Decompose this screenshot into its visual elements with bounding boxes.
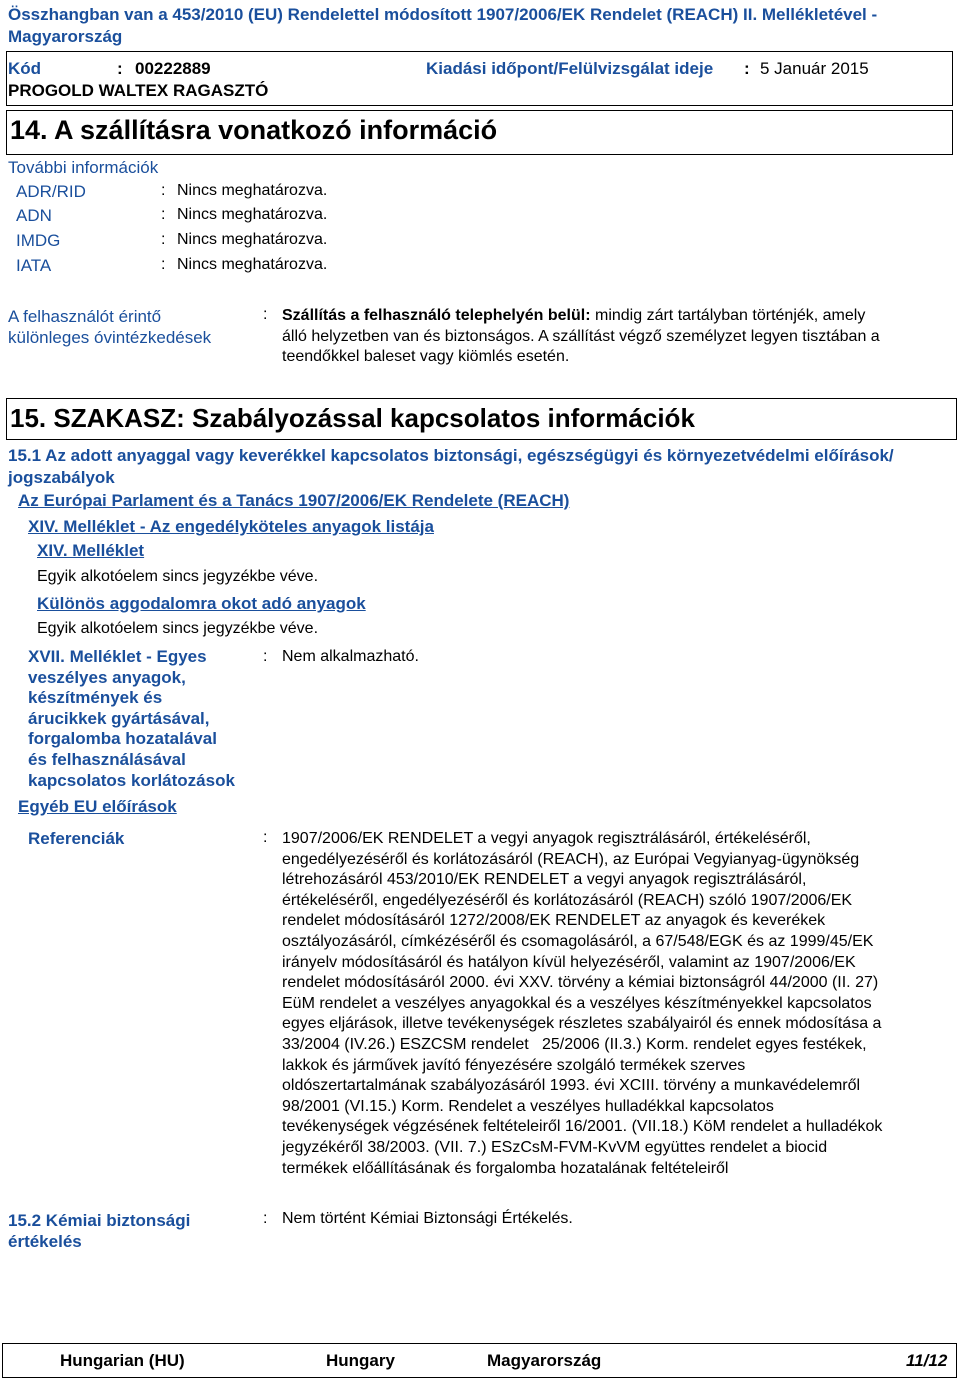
reference-line: engedélyezéséről és korlátozásáról (REACH), az Európai Vegyianyag-ügynökség <box>282 850 860 868</box>
special-precautions-colon: : <box>263 306 268 323</box>
page-number: 11/12 <box>906 1351 948 1370</box>
adn-value: Nincs meghatározva. <box>177 206 328 223</box>
reference-line: értékeléséről, engedélyezéséről és korlátozásáról (REACH) szóló 1907/2006/EK <box>282 891 853 909</box>
reference-line: osztályozásáról, címkézéséről és csomagolásáról, a 67/548/EGK és az 1999/45/EK <box>282 932 874 950</box>
csa-colon: : <box>263 1210 268 1227</box>
reference-line: EüM rendelet a veszélyes anyagokkal és a veszélyes készítményekkel kapcsolatos <box>282 994 872 1012</box>
product-name: PROGOLD WALTEX RAGASZTÓ <box>8 81 269 100</box>
reference-line: irányelv módosításáról és hatályon kívül helyezéséről, valamint az 1907/2006/EK <box>282 953 856 971</box>
issue-date-value: 5 Január 2015 <box>760 59 869 78</box>
reference-line: termékek előállításának és forgalomba hozatalának feltételeiről <box>282 1159 729 1177</box>
reference-line: rendelet módosításáról 1272/2008/EK RENDELET az anyagok és keverékek <box>282 912 826 930</box>
annex-xvii-label-line: XVII. Melléklet - Egyes <box>28 647 207 666</box>
adr-rid-colon: : <box>161 182 166 199</box>
annex-xvii-colon: : <box>263 648 268 665</box>
reference-line: rendelet módosításáról 2000. évi XXV. törvény a kémiai biztonságról 44/2000 (II. 27) <box>282 974 879 992</box>
special-precautions-text <box>282 306 952 368</box>
reference-line: létrehozásáról 453/2010/EK RENDELET a vegyi anyagok regisztrálásáról, <box>282 871 807 889</box>
annex-xvii-value: Nem alkalmazható. <box>282 648 419 665</box>
onsite-transport-label: Szállítás a felhasználó telephelyén belül: <box>282 307 591 324</box>
kod-value: 00222889 <box>135 59 211 78</box>
reference-line: lakkok és járművek javító fényezésére szolgáló termékek szerves <box>282 1056 746 1074</box>
special-precautions-label <box>8 306 211 348</box>
iata-value: Nincs meghatározva. <box>177 256 328 273</box>
precautions-line: álló helyzetben van és biztonságos. A szállítást végző személyzet legyen tisztában a <box>282 327 880 345</box>
references-text <box>282 829 957 1179</box>
eu-reach-regulation-link[interactable]: Az Európai Parlament és a Tanács 1907/2006/EK Rendelete (REACH) <box>18 491 570 510</box>
kod-colon: : <box>117 59 123 78</box>
subsection-15-1-heading <box>8 445 953 489</box>
imdg-value: Nincs meghatározva. <box>177 231 328 248</box>
reference-line: jegyzékéről 38/2003. (VII. 7.) ESzCsM-FVM-KvVM együttes rendelet a biocid <box>282 1138 828 1156</box>
adn-colon: : <box>161 206 166 223</box>
special-precautions-label-line: A felhasználót érintő <box>8 307 162 326</box>
adn-label: ADN <box>16 206 52 225</box>
reference-line: 98/2001 (VI.15.) Korm. Rendelet a veszélyes hulladékkal kapcsolatos <box>282 1097 774 1115</box>
annex-xvii-label-line: és felhasználásával <box>28 749 186 769</box>
reference-line: oldószertartalmának szabályozásáról 1993. évi XCIII. törvény a munkavédelemről <box>282 1077 861 1095</box>
section-15-title: 15. SZAKASZ: Szabályozással kapcsolatos információk <box>10 403 695 433</box>
footer-country-native: Magyarország <box>487 1351 602 1370</box>
annex-xvii-label-line: árucikkek gyártásával, <box>28 708 210 728</box>
references-label: Referenciák <box>28 829 125 848</box>
adr-rid-value: Nincs meghatározva. <box>177 182 328 199</box>
footer-country: Hungary <box>326 1351 395 1370</box>
csa-label-line: 15.2 Kémiai biztonsági <box>8 1211 191 1230</box>
annex-xvii-label-line: veszélyes anyagok, <box>28 667 186 687</box>
imdg-colon: : <box>161 231 166 248</box>
reference-line: 1907/2006/EK RENDELET a vegyi anyagok regisztrálásáról, értékeléséről, <box>282 830 811 847</box>
annex-xiv-heading-link[interactable]: XIV. Melléklet - Az engedélyköteles anyagok listája <box>28 517 434 536</box>
subsection-15-1-line: jogszabályok <box>8 468 115 487</box>
svhc-link[interactable]: Különös aggodalomra okot adó anyagok <box>37 594 366 613</box>
subsection-15-1-line: 15.1 Az adott anyaggal vagy keverékkel kapcsolatos biztonsági, egészségügyi és környezetvédelmi előírások/ <box>8 446 894 465</box>
annex-xvii-label <box>28 647 235 791</box>
annex-xiv-link[interactable]: XIV. Melléklet <box>37 541 145 560</box>
more-info-label: További információk <box>8 158 159 177</box>
reference-line: egyes eljárások, illetve tevékenységek részletes szabályairól és ennek módosítása a <box>282 1015 882 1033</box>
svhc-text: Egyik alkotóelem sincs jegyzékbe véve. <box>37 620 319 637</box>
annex-xvii-label-line: kapcsolatos korlátozások <box>28 770 235 790</box>
issue-date-colon: : <box>744 59 750 78</box>
iata-label: IATA <box>16 256 52 275</box>
csa-label-line: értékelés <box>8 1232 82 1251</box>
footer-language: Hungarian (HU) <box>60 1351 185 1370</box>
precautions-line: mindig zárt tartályban történjék, amely <box>590 307 866 324</box>
precautions-line: teendőkkel baleset vagy kiömlés esetén. <box>282 348 570 366</box>
reference-line: 33/2004 (IV.26.) ESZCSM rendelet 25/2006 (II.3.) Korm. rendelet egyes festékek, <box>282 1035 867 1053</box>
kod-label: Kód <box>8 59 42 78</box>
imdg-label: IMDG <box>16 231 61 250</box>
issue-date-label: Kiadási időpont/Felülvizsgálat ideje <box>426 59 714 78</box>
iata-colon: : <box>161 256 166 273</box>
document-title: Összhangban van a 453/2010 (EU) Rendelettel módosított 1907/2006/EK Rendelet (REACH) II. Mellékletével - Magyarország <box>8 5 878 46</box>
csa-value: Nem történt Kémiai Biztonsági Értékelés. <box>282 1210 573 1227</box>
section-14-title: 14. A szállításra vonatkozó információ <box>10 115 498 145</box>
reference-line: tevékenységek végzésének feltételeiről 16/2001. (VII.18.) KöM rendelet a hulladékok <box>282 1118 883 1136</box>
special-precautions-label-line: különleges óvintézkedések <box>8 328 212 347</box>
other-eu-regulations-link[interactable]: Egyéb EU előírások <box>18 797 177 816</box>
adr-rid-label: ADR/RID <box>16 182 86 201</box>
annex-xvii-label-line: forgalomba hozatalával <box>28 729 217 749</box>
annex-xvii-label-line: készítmények és <box>28 688 163 708</box>
annex-xiv-text: Egyik alkotóelem sincs jegyzékbe véve. <box>37 568 319 585</box>
references-colon: : <box>263 829 268 846</box>
chemical-safety-assessment-label <box>8 1210 190 1252</box>
